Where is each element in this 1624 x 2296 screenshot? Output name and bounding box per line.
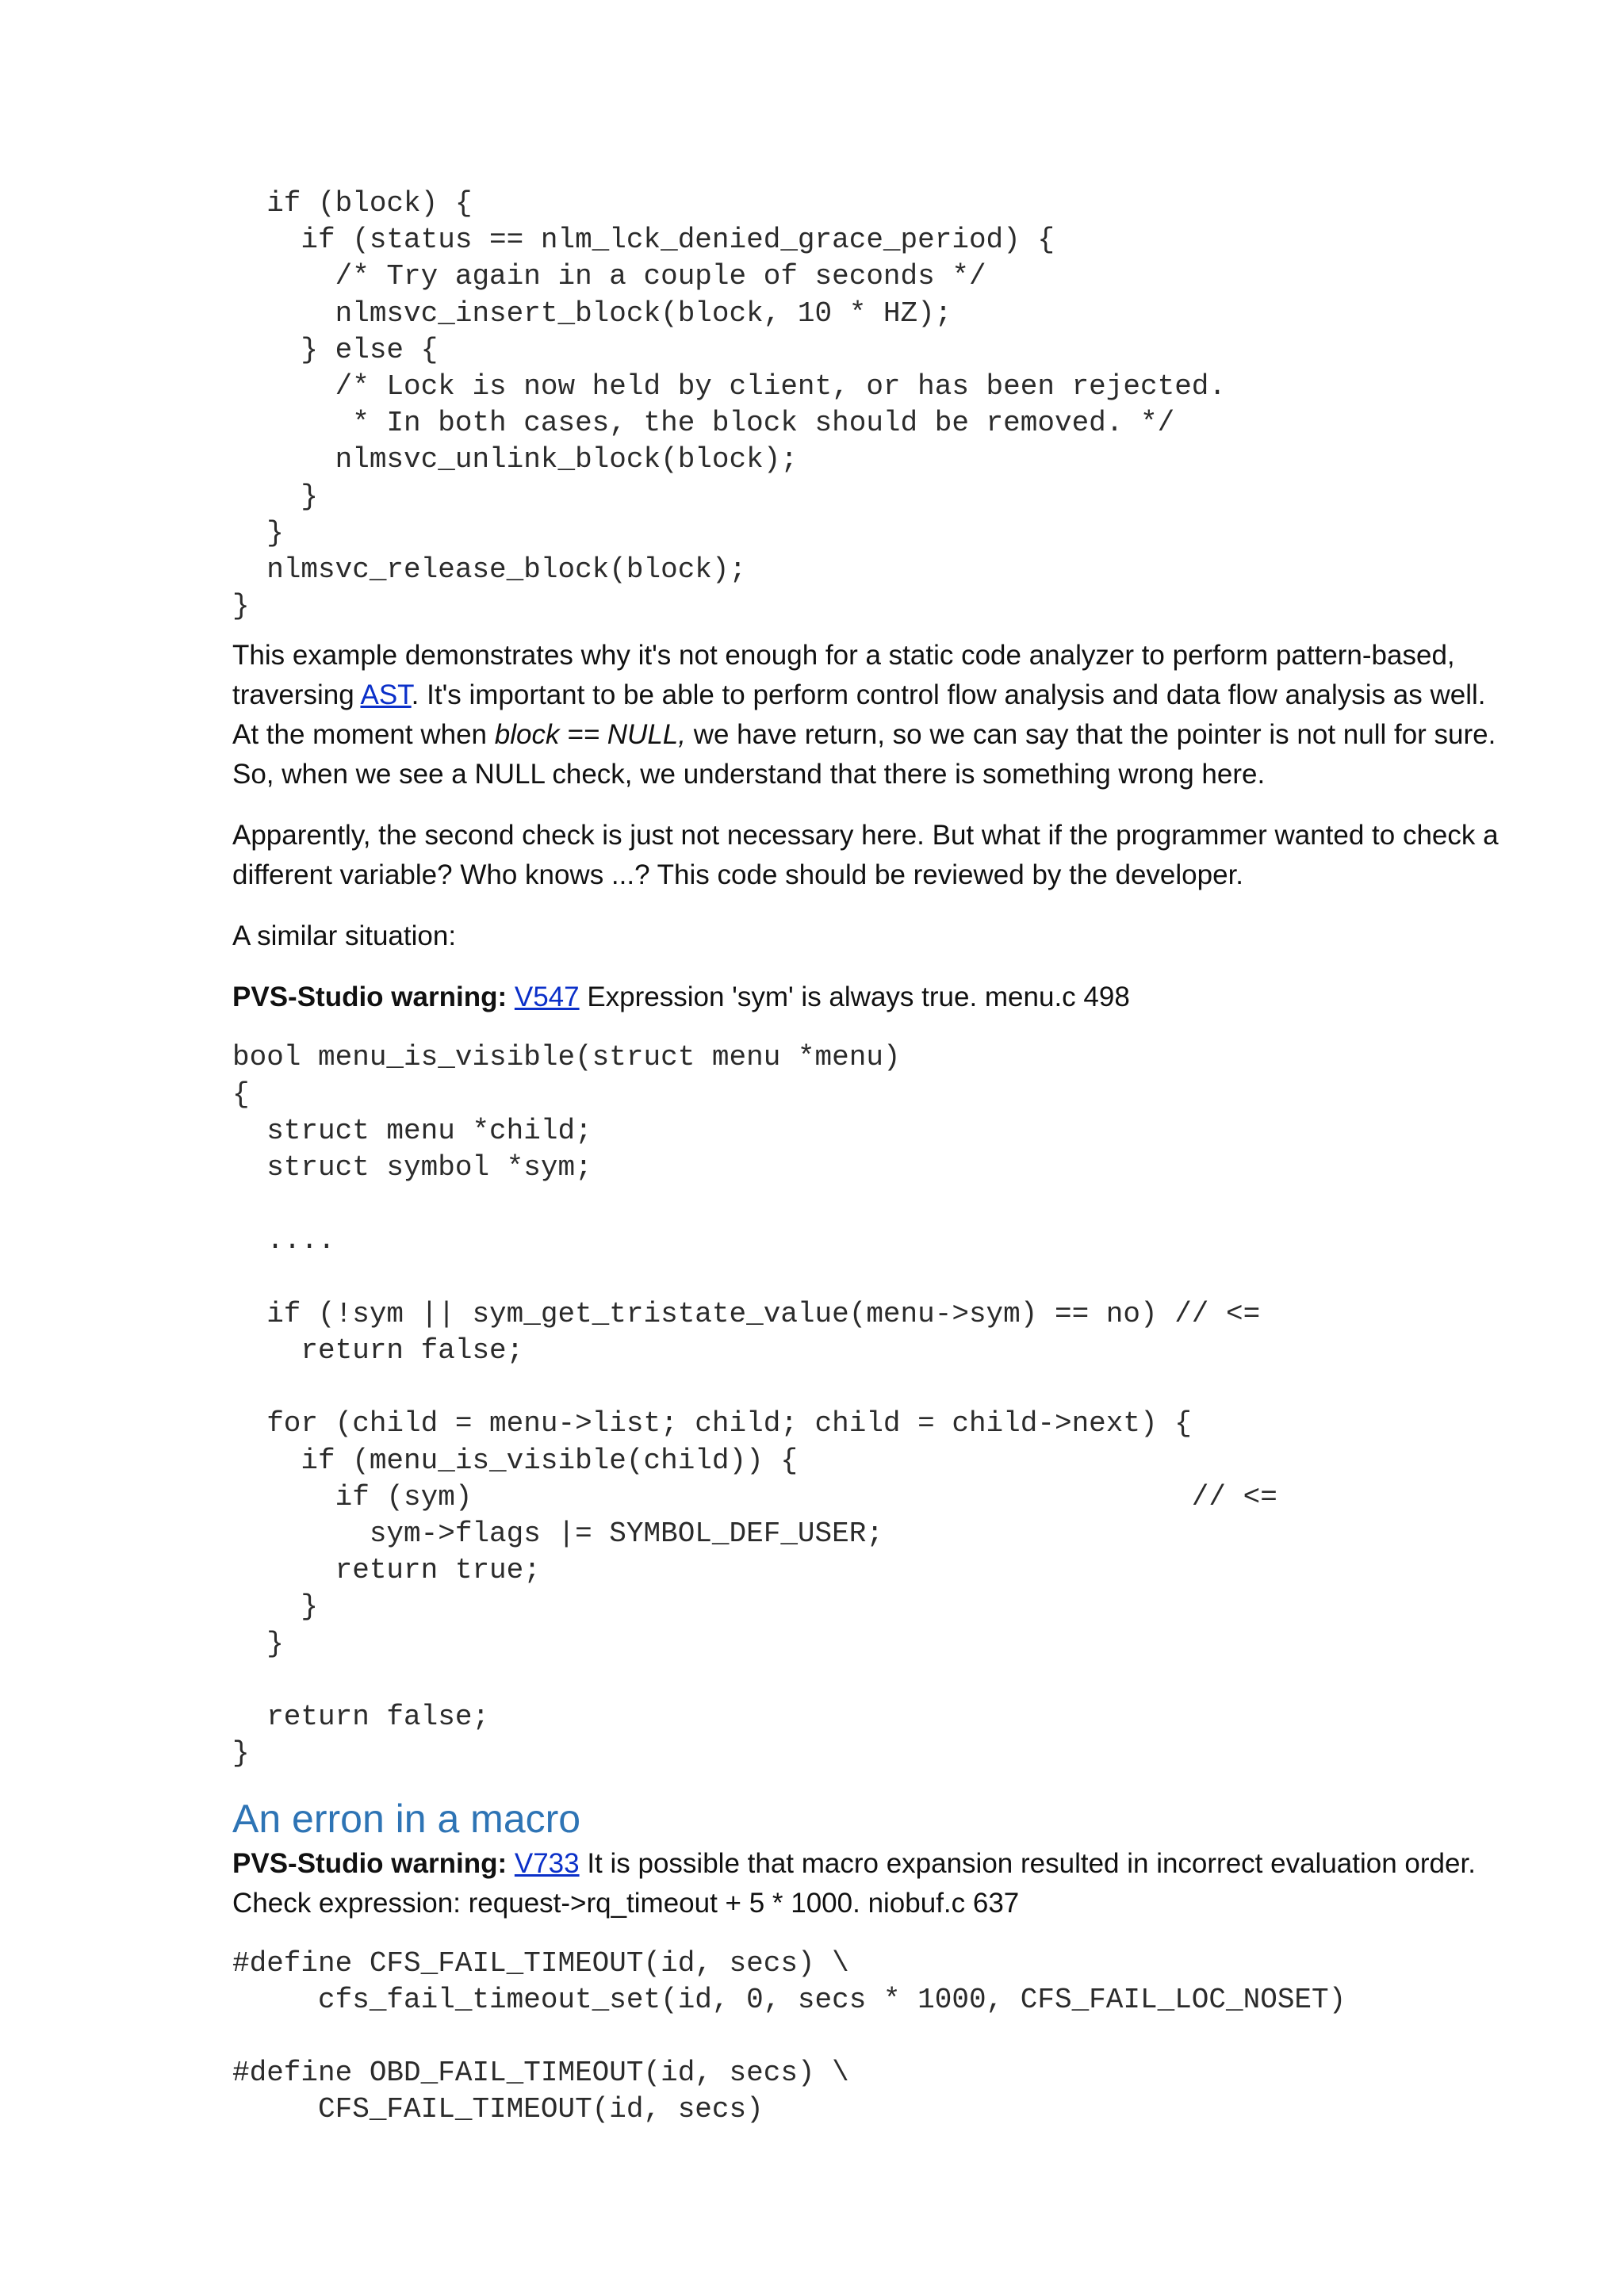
code-line: if (block) { [232,187,473,220]
code-line: } else { [232,333,439,366]
paragraph-pattern-analysis [232,636,1501,794]
code-line: return false; [232,1334,524,1368]
code-line: if (status == nlm_lck_denied_grace_period) { [232,224,1055,257]
code-block-macros [232,1946,1501,2129]
code-line: struct menu *child; [232,1114,592,1147]
code-line: } [232,516,284,549]
code-line: sym->flags |= SYMBOL_DEF_USER; [232,1517,883,1551]
paragraph-line: Check expression: request->rq_timeout + 5 * 1000. niobuf.c 637 [232,1887,1020,1919]
code-line: #define CFS_FAIL_TIMEOUT(id, secs) \ [232,1946,849,1980]
v547-link[interactable]: V547 [514,982,580,1013]
code-block-nlmsvc [232,186,1501,625]
code-line: } [232,590,250,623]
paragraph-second-check [232,816,1501,895]
document-page [232,186,1501,2129]
code-line: .... [232,1224,335,1257]
warning-v733 [232,1844,1501,1923]
code-line: bool menu_is_visible(struct menu *menu) [232,1041,901,1074]
code-line: } [232,480,319,513]
paragraph-line: PVS-Studio warning: V733 It is possible that macro expansion resulted in incorrect evaluation order. [232,1847,1476,1879]
code-line: } [232,1627,284,1660]
ast-link[interactable]: AST [360,679,412,711]
code-line: /* Lock is now held by client, or has been rejected. [232,370,1227,404]
paragraph-line: This example demonstrates why it's not enough for a static code analyzer to perform pattern-based, [232,640,1455,672]
code-line: } [232,1590,319,1624]
paragraph-similar-situation: A similar situation: [232,920,457,952]
code-line: /* Try again in a couple of seconds */ [232,260,986,293]
code-line: struct symbol *sym; [232,1151,592,1184]
code-block-menu-is-visible [232,1039,1501,1772]
warning-label: PVS-Studio warning: [232,1847,508,1879]
code-line: CFS_FAIL_TIMEOUT(id, secs) [232,2093,764,2126]
paragraph-line: At the moment when block == NULL, we have return, so we can say that the pointer is not null for sure. [232,719,1496,751]
v733-link[interactable]: V733 [514,1847,580,1879]
paragraph-line: So, when we see a NULL check, we understand that there is something wrong here. [232,759,1266,790]
code-line: if (!sym || sym_get_tristate_value(menu->sym) == no) // <= [232,1297,1261,1330]
code-line: nlmsvc_insert_block(block, 10 * HZ); [232,297,952,330]
code-line: return true; [232,1554,541,1587]
code-line: * In both cases, the block should be removed. */ [232,407,1175,440]
code-line: { [232,1077,250,1111]
code-line: if (menu_is_visible(child)) { [232,1444,798,1477]
code-line: nlmsvc_release_block(block); [232,553,747,587]
code-line: } [232,1737,250,1770]
code-line: return false; [232,1701,490,1734]
code-line: nlmsvc_unlink_block(block); [232,443,798,476]
paragraph-line: different variable? Who knows ...? This code should be reviewed by the developer. [232,859,1244,891]
code-line: #define OBD_FAIL_TIMEOUT(id, secs) \ [232,2057,849,2090]
paragraph-line: Apparently, the second check is just not necessary here. But what if the programmer wanted to check a [232,820,1499,851]
code-line: for (child = menu->list; child; child = child->next) { [232,1407,1192,1441]
paragraph-line: traversing AST. It's important to be able to perform control flow analysis and data flow analysis as well. [232,679,1486,711]
warning-label: PVS-Studio warning: [232,982,508,1013]
code-line: cfs_fail_timeout_set(id, 0, secs * 1000, CFS_FAIL_LOC_NOSET) [232,1983,1346,2016]
warning-v547: PVS-Studio warning: V547 Expression 'sym' is always true. menu.c 498 [232,982,1130,1013]
code-line: if (sym) // <= [232,1480,1277,1513]
code-emphasis: block == NULL, [494,719,686,751]
section-heading: An erron in a macro [232,1796,581,1841]
